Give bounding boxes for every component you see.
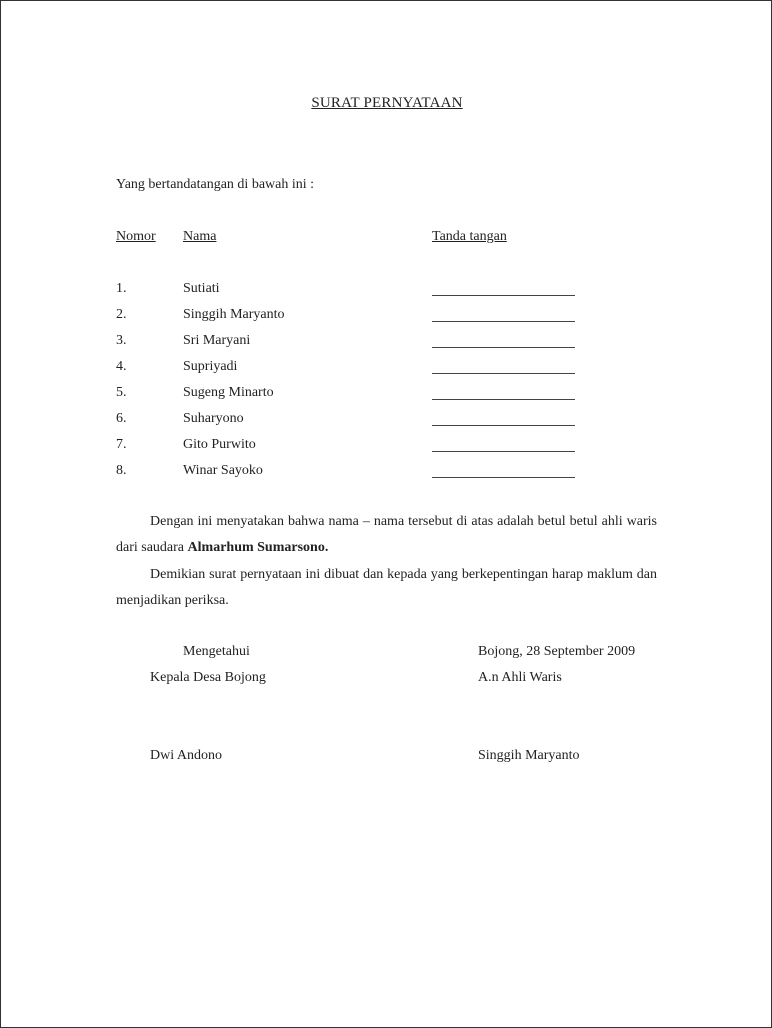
statement-text: Dengan ini menyatakan bahwa nama – nama tersebut di atas adalah betul betul ahli waris dari saudara [116,514,657,555]
row-number: 8. [116,463,127,478]
right-sign-name: Singgih Maryanto [478,748,580,763]
row-name: Sri Maryani [183,333,251,348]
row-name: Suharyono [183,411,244,426]
row-name: Sugeng Minarto [183,385,274,400]
header-nama: Nama [183,229,217,244]
row-name: Winar Sayoko [183,463,263,478]
left-sign-line2: Kepala Desa Bojong [150,670,266,685]
row-name: Gito Purwito [183,437,256,452]
row-number: 5. [116,385,127,400]
signature-line [432,295,575,296]
document-title: SURAT PERNYATAAN [311,95,463,111]
signature-line [432,347,575,348]
deceased-name: Almarhum Sumarsono. [187,540,329,555]
row-name: Sutiati [183,281,220,296]
row-number: 1. [116,281,127,296]
row-number: 6. [116,411,127,426]
closing-text: Demikian surat pernyataan ini dibuat dan kepada yang berkepentingan harap maklum dan menjadikan periksa. [116,567,657,608]
header-nomor: Nomor [116,229,156,244]
signature-line [432,373,575,374]
right-sign-date: Bojong, 28 September 2009 [478,644,636,659]
right-sign-line2: A.n Ahli Waris [478,670,562,685]
closing-paragraph [116,562,657,614]
row-number: 2. [116,307,127,322]
header-tanda-tangan: Tanda tangan [432,229,507,244]
signature-line [432,321,575,322]
signature-line [432,477,575,478]
row-name: Supriyadi [183,359,238,374]
row-name: Singgih Maryanto [183,307,285,322]
signature-line [432,425,575,426]
left-sign-line1: Mengetahui [183,644,250,659]
row-number: 4. [116,359,127,374]
intro-text: Yang bertandatangan di bawah ini : [116,177,315,192]
signature-line [432,451,575,452]
statement-paragraph [116,509,657,561]
row-number: 7. [116,437,127,452]
left-sign-name: Dwi Andono [150,748,222,763]
row-number: 3. [116,333,127,348]
signature-line [432,399,575,400]
